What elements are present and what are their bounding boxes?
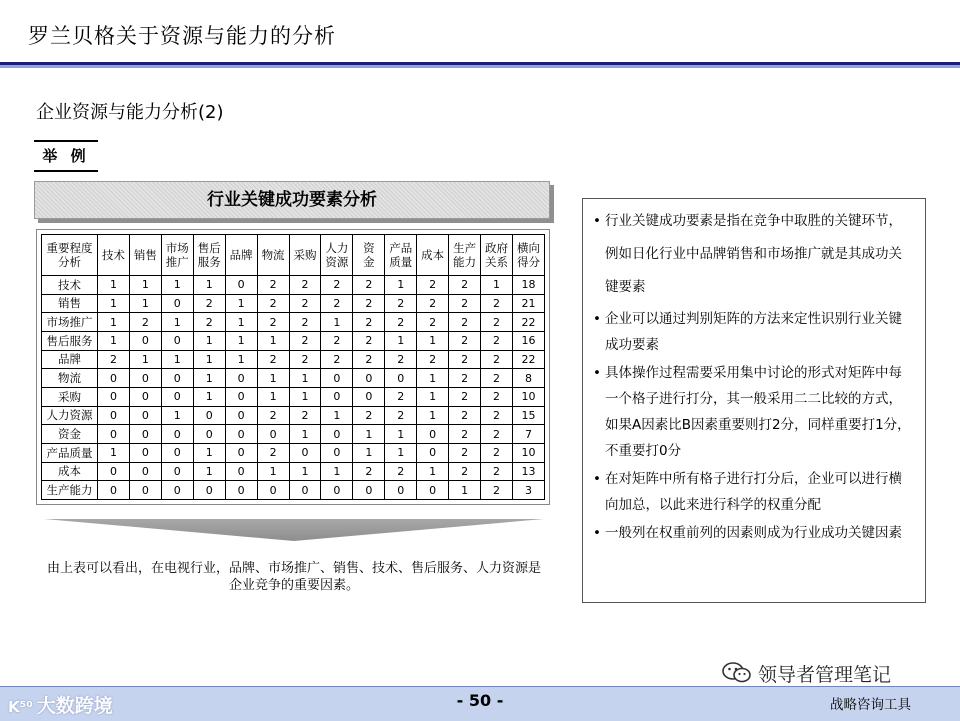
matrix-cell: 2 — [449, 406, 481, 425]
matrix-cell: 0 — [353, 369, 385, 388]
matrix-cell: 0 — [161, 387, 193, 406]
matrix-cell: 2 — [257, 313, 289, 332]
matrix-cell: 2 — [353, 462, 385, 481]
matrix-cell: 0 — [289, 481, 321, 500]
row-total-score: 10 — [512, 387, 544, 406]
matrix-cell: 1 — [161, 350, 193, 369]
matrix-cell: 2 — [449, 350, 481, 369]
matrix-cell: 2 — [481, 406, 513, 425]
matrix-cell: 2 — [257, 350, 289, 369]
matrix-cell: 0 — [161, 462, 193, 481]
matrix-cell: 1 — [321, 406, 353, 425]
matrix-cell: 1 — [225, 294, 257, 313]
matrix-cell: 0 — [225, 276, 257, 295]
matrix-cell: 2 — [385, 350, 417, 369]
matrix-cell: 2 — [257, 406, 289, 425]
matrix-row-label: 采购 — [42, 387, 98, 406]
footer-section-label: 战略咨询工具 — [830, 697, 911, 713]
matrix-cell: 0 — [385, 369, 417, 388]
matrix-cell: 0 — [98, 462, 130, 481]
matrix-cell: 1 — [257, 331, 289, 350]
matrix-corner-header: 重要程度 分析 — [42, 235, 98, 276]
matrix-cell: 2 — [193, 313, 225, 332]
matrix-cell: 0 — [129, 425, 161, 444]
matrix-cell: 2 — [289, 406, 321, 425]
matrix-row-label: 销售 — [42, 294, 98, 313]
matrix-cell: 1 — [193, 443, 225, 462]
matrix-cell: 2 — [449, 387, 481, 406]
matrix-cell: 2 — [417, 276, 449, 295]
matrix-cell: 1 — [321, 313, 353, 332]
footer-logo: K⁵⁰ 大数跨境 — [8, 695, 113, 717]
matrix-cell: 0 — [161, 369, 193, 388]
watermark-text: 领导者管理笔记 — [758, 664, 892, 686]
note-item: • 企业可以通过判别矩阵的方法来定性识别行业关键成功要素 — [593, 306, 915, 358]
matrix-cell: 1 — [193, 462, 225, 481]
note-item: • 在对矩阵中所有格子进行打分后，企业可以进行横向加总，以此来进行科学的权重分配 — [593, 466, 915, 518]
matrix-cell: 0 — [193, 481, 225, 500]
matrix-cell: 1 — [417, 331, 449, 350]
matrix-cell: 2 — [481, 369, 513, 388]
matrix-cell: 2 — [481, 462, 513, 481]
matrix-cell: 1 — [225, 331, 257, 350]
matrix-cell: 2 — [321, 294, 353, 313]
matrix-column-header: 产品 质量 — [385, 235, 417, 276]
matrix-cell: 1 — [353, 425, 385, 444]
matrix-cell: 0 — [129, 481, 161, 500]
matrix-cell: 1 — [129, 350, 161, 369]
matrix-cell: 2 — [449, 462, 481, 481]
matrix-cell: 0 — [129, 406, 161, 425]
row-total-score: 21 — [512, 294, 544, 313]
matrix-cell: 2 — [353, 331, 385, 350]
matrix-cell: 2 — [321, 276, 353, 295]
row-total-score: 7 — [512, 425, 544, 444]
matrix-cell: 1 — [193, 387, 225, 406]
matrix-cell: 2 — [353, 406, 385, 425]
note-item: • 具体操作过程需要采用集中讨论的形式对矩阵中每一个格子进行打分，其一般采用二二比较的方式，如果A因素比B因素重要则打2分，同样重要打1分，不重要打0分 — [593, 360, 915, 464]
matrix-cell: 0 — [193, 425, 225, 444]
matrix-cell: 2 — [417, 350, 449, 369]
page-title: 罗兰贝格关于资源与能力的分析 — [28, 24, 336, 48]
matrix-column-header: 售后 服务 — [193, 235, 225, 276]
matrix-cell: 2 — [98, 350, 130, 369]
matrix-row-label: 人力资源 — [42, 406, 98, 425]
matrix-row-label: 成本 — [42, 462, 98, 481]
matrix-cell: 0 — [98, 387, 130, 406]
note-item: • 行业关键成功要素是指在竞争中取胜的关键环节，例如日化行业中品牌销售和市场推广就是其成功关键要素 — [593, 205, 915, 304]
matrix-cell: 2 — [385, 406, 417, 425]
matrix-cell: 1 — [289, 425, 321, 444]
matrix-cell: 1 — [289, 369, 321, 388]
table-row — [42, 443, 545, 462]
matrix-column-header: 技术 — [98, 235, 130, 276]
matrix-cell: 0 — [417, 481, 449, 500]
matrix-cell: 1 — [193, 369, 225, 388]
matrix-cell: 1 — [98, 294, 130, 313]
matrix-cell: 2 — [449, 276, 481, 295]
matrix-column-header: 物流 — [257, 235, 289, 276]
matrix-cell: 0 — [417, 425, 449, 444]
table-row — [42, 276, 545, 295]
matrix-row-label: 品牌 — [42, 350, 98, 369]
matrix-cell: 1 — [321, 462, 353, 481]
matrix-cell: 2 — [481, 331, 513, 350]
matrix-cell: 2 — [385, 387, 417, 406]
matrix-cell: 2 — [321, 350, 353, 369]
matrix-row-label: 技术 — [42, 276, 98, 295]
matrix-cell: 1 — [417, 369, 449, 388]
matrix-column-header: 横向 得分 — [512, 235, 544, 276]
matrix-cell: 0 — [225, 387, 257, 406]
matrix-cell: 1 — [385, 276, 417, 295]
matrix-cell: 0 — [193, 406, 225, 425]
matrix-cell: 0 — [289, 443, 321, 462]
table-title: 行业关键成功要素分析 — [34, 181, 550, 219]
matrix-cell: 0 — [321, 481, 353, 500]
matrix-cell: 0 — [98, 406, 130, 425]
matrix-cell: 0 — [321, 443, 353, 462]
matrix-cell: 0 — [257, 481, 289, 500]
notes-list — [593, 205, 915, 546]
matrix-cell: 2 — [481, 294, 513, 313]
matrix-cell: 1 — [289, 462, 321, 481]
row-total-score: 22 — [512, 313, 544, 332]
matrix-cell: 0 — [225, 443, 257, 462]
row-total-score: 18 — [512, 276, 544, 295]
matrix-cell: 0 — [353, 481, 385, 500]
matrix-cell: 2 — [257, 443, 289, 462]
matrix-cell: 0 — [353, 387, 385, 406]
matrix-column-header: 销售 — [129, 235, 161, 276]
table-row — [42, 331, 545, 350]
matrix-column-header: 资 金 — [353, 235, 385, 276]
matrix-cell: 1 — [129, 276, 161, 295]
matrix-cell: 2 — [289, 313, 321, 332]
matrix-cell: 2 — [129, 313, 161, 332]
matrix-cell: 1 — [161, 406, 193, 425]
success-factor-matrix — [41, 234, 545, 500]
matrix-row-label: 市场推广 — [42, 313, 98, 332]
down-arrow-triangle — [44, 519, 544, 541]
table-row — [42, 387, 545, 406]
matrix-cell: 0 — [129, 331, 161, 350]
matrix-cell: 1 — [353, 443, 385, 462]
matrix-cell: 2 — [449, 425, 481, 444]
matrix-cell: 0 — [321, 369, 353, 388]
table-conclusion: 由上表可以看出，在电视行业，品牌、市场推广、销售、技术、售后服务、人力资源是企业竞争的重要因素。 — [46, 561, 541, 593]
matrix-cell: 1 — [257, 387, 289, 406]
matrix-cell: 2 — [481, 425, 513, 444]
matrix-cell: 1 — [385, 331, 417, 350]
matrix-cell: 1 — [385, 425, 417, 444]
matrix-cell: 0 — [98, 481, 130, 500]
matrix-cell: 2 — [449, 294, 481, 313]
matrix-cell: 1 — [481, 276, 513, 295]
matrix-cell: 2 — [353, 294, 385, 313]
matrix-cell: 1 — [289, 387, 321, 406]
matrix-cell: 2 — [481, 313, 513, 332]
matrix-cell: 2 — [289, 276, 321, 295]
matrix-cell: 2 — [417, 313, 449, 332]
matrix-cell: 1 — [257, 369, 289, 388]
logo-mark-icon: K⁵⁰ — [8, 698, 33, 716]
matrix-cell: 2 — [385, 294, 417, 313]
matrix-cell: 1 — [257, 462, 289, 481]
matrix-cell: 1 — [161, 313, 193, 332]
matrix-cell: 2 — [481, 481, 513, 500]
matrix-cell: 0 — [129, 369, 161, 388]
matrix-cell: 1 — [417, 406, 449, 425]
row-total-score: 22 — [512, 350, 544, 369]
matrix-cell: 0 — [129, 462, 161, 481]
matrix-cell: 0 — [257, 425, 289, 444]
row-total-score: 15 — [512, 406, 544, 425]
matrix-cell: 2 — [449, 443, 481, 462]
matrix-cell: 0 — [225, 425, 257, 444]
matrix-cell: 2 — [449, 313, 481, 332]
table-row — [42, 425, 545, 444]
matrix-header-row — [42, 235, 545, 276]
matrix-column-header: 人力 资源 — [321, 235, 353, 276]
matrix-cell: 0 — [129, 387, 161, 406]
row-total-score: 16 — [512, 331, 544, 350]
matrix-cell: 1 — [161, 276, 193, 295]
matrix-column-header: 生产 能力 — [449, 235, 481, 276]
matrix-cell: 0 — [161, 425, 193, 444]
matrix-cell: 2 — [481, 350, 513, 369]
matrix-cell: 2 — [289, 294, 321, 313]
matrix-cell: 0 — [225, 481, 257, 500]
matrix-cell: 0 — [161, 481, 193, 500]
table-row — [42, 294, 545, 313]
matrix-cell: 2 — [257, 276, 289, 295]
matrix-cell: 0 — [385, 481, 417, 500]
matrix-cell: 2 — [353, 276, 385, 295]
matrix-row-label: 产品质量 — [42, 443, 98, 462]
matrix-frame — [36, 229, 550, 505]
matrix-cell: 0 — [129, 443, 161, 462]
matrix-row-label: 物流 — [42, 369, 98, 388]
page-number: - 50 - — [456, 691, 504, 710]
matrix-cell: 1 — [225, 350, 257, 369]
matrix-cell: 0 — [161, 443, 193, 462]
matrix-cell: 1 — [225, 313, 257, 332]
matrix-cell: 2 — [257, 294, 289, 313]
matrix-cell: 2 — [481, 387, 513, 406]
matrix-cell: 2 — [353, 350, 385, 369]
notes-box — [582, 198, 926, 603]
matrix-cell: 0 — [161, 331, 193, 350]
row-total-score: 3 — [512, 481, 544, 500]
matrix-cell: 1 — [98, 313, 130, 332]
matrix-row-label: 资金 — [42, 425, 98, 444]
table-row — [42, 313, 545, 332]
matrix-column-header: 采购 — [289, 235, 321, 276]
matrix-cell: 2 — [321, 331, 353, 350]
matrix-cell: 2 — [193, 294, 225, 313]
table-row — [42, 350, 545, 369]
row-total-score: 13 — [512, 462, 544, 481]
matrix-cell: 1 — [193, 276, 225, 295]
matrix-cell: 0 — [225, 462, 257, 481]
matrix-cell: 2 — [353, 313, 385, 332]
title-rule-accent — [0, 65, 960, 68]
matrix-cell: 0 — [98, 369, 130, 388]
matrix-cell: 0 — [225, 369, 257, 388]
note-item: • 一般列在权重前列的因素则成为行业成功关键因素 — [593, 520, 915, 546]
page-subtitle: 企业资源与能力分析(2) — [36, 102, 224, 123]
matrix-cell: 1 — [193, 350, 225, 369]
table-row — [42, 406, 545, 425]
row-total-score: 8 — [512, 369, 544, 388]
matrix-cell: 2 — [385, 313, 417, 332]
row-total-score: 10 — [512, 443, 544, 462]
matrix-cell: 2 — [449, 369, 481, 388]
table-row — [42, 481, 545, 500]
matrix-cell: 2 — [385, 462, 417, 481]
table-row — [42, 369, 545, 388]
matrix-column-header: 市场 推广 — [161, 235, 193, 276]
matrix-cell: 2 — [449, 331, 481, 350]
matrix-row-label: 生产能力 — [42, 481, 98, 500]
matrix-cell: 2 — [481, 443, 513, 462]
matrix-cell: 1 — [417, 462, 449, 481]
matrix-cell: 2 — [417, 294, 449, 313]
matrix-column-header: 成本 — [417, 235, 449, 276]
matrix-column-header: 品牌 — [225, 235, 257, 276]
matrix-cell: 1 — [193, 331, 225, 350]
table-row — [42, 462, 545, 481]
matrix-cell: 1 — [449, 481, 481, 500]
matrix-cell: 2 — [289, 331, 321, 350]
matrix-cell: 0 — [161, 294, 193, 313]
matrix-cell: 2 — [289, 350, 321, 369]
matrix-cell: 1 — [98, 276, 130, 295]
matrix-cell: 1 — [129, 294, 161, 313]
matrix-row-label: 售后服务 — [42, 331, 98, 350]
matrix-cell: 1 — [98, 443, 130, 462]
matrix-cell: 0 — [98, 425, 130, 444]
matrix-cell: 1 — [385, 443, 417, 462]
matrix-cell: 0 — [417, 443, 449, 462]
matrix-cell: 0 — [225, 406, 257, 425]
example-label: 举 例 — [34, 140, 98, 172]
matrix-cell: 0 — [321, 387, 353, 406]
matrix-column-header: 政府 关系 — [481, 235, 513, 276]
matrix-cell: 0 — [321, 425, 353, 444]
matrix-cell: 1 — [98, 331, 130, 350]
matrix-cell: 1 — [417, 387, 449, 406]
